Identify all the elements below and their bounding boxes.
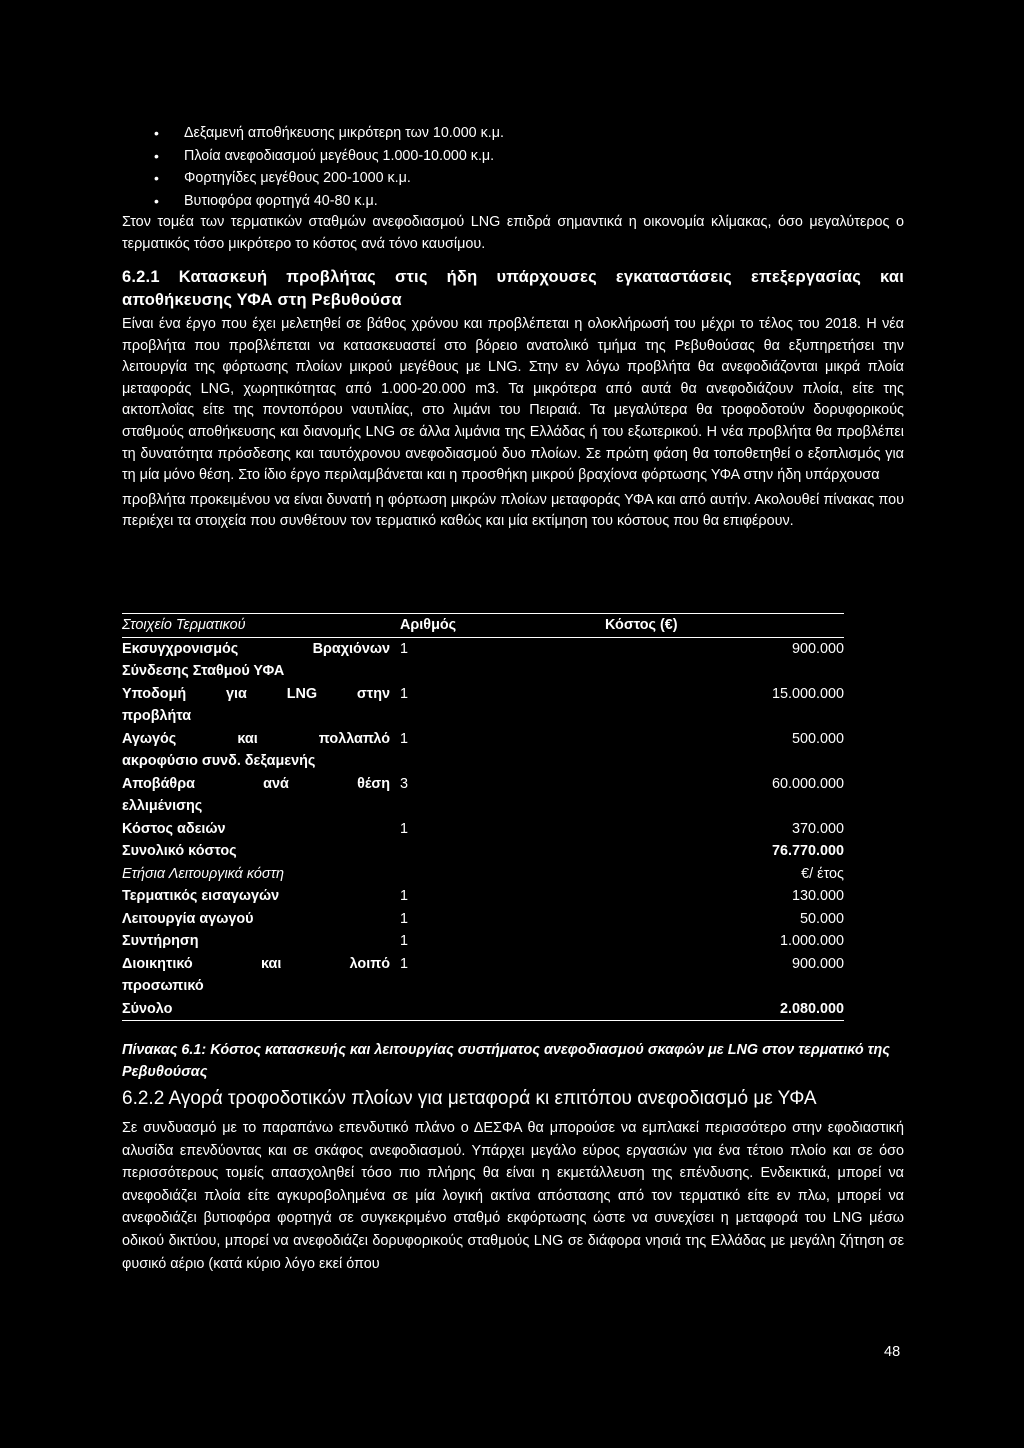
row-item: Συντήρηση — [122, 933, 199, 949]
row-item: Κόστος αδειών — [122, 820, 226, 837]
total-label: Συνολικό κόστος — [122, 843, 237, 859]
row-cost: 900.000 — [791, 640, 844, 657]
row-count: 1 — [400, 955, 409, 972]
table-header-row — [122, 614, 844, 637]
row-item-cont: ελλιμένισης — [122, 798, 203, 814]
sum-value: 2.080.000 — [535, 998, 844, 1021]
row-item-cont: ακροφύσιο συνδ. δεξαμενής — [122, 753, 316, 769]
row-item-cont: Σύνδεσης Σταθμού ΥΦΑ — [122, 663, 285, 679]
row-cost: 900.000 — [791, 955, 844, 972]
row-cost: 1.000.000 — [779, 933, 844, 949]
intro-paragraph: Στον τομέα των τερματικών σταθμών ανεφοδιασμού LNG επιδρά σημαντικά η οικονομία κλίμακας, όσο μεγαλύτερος ο τερματικός τόσο μικρότερο το κόστος ανά τόνο καυσίμου. — [122, 214, 904, 252]
row-count: 1 — [400, 910, 409, 927]
row-item-cont: προβλήτα — [122, 708, 192, 724]
section-6-2-1-paragraph: Είναι ένα έργο που έχει μελετηθεί σε βάθος χρόνου και προβλέπεται η ολοκλήρωσή του μέχρι το τέλος του 2018. Η νέα προβλήτα που προβλέπεται να κατασκευαστεί στο βόρειο ανατολικό τμήμα της Ρεβυθούσας θα εξυπηρετήσει την λειτουργία της φόρτωσης πλοίων μικρού μεγέθους με LNG. Στην εν λόγω προβλήτα θα ανεφοδιάζονται μικρά πλοία μεταφοράς LNG, χωρητικότητας από 1.000-20.000 m3. Τα μικρότερα από αυτά θα ανεφοδιάζουν πλοία, είτε της ακτοπλοΐας είτε της ποντοπόρου ναυτιλίας, στο λιμάνι του Πειραιά. Τα μεγαλύτερα θα τροφοδοτούν δορυφορικούς σταθμούς αποθήκευσης και διανομής LNG σε άλλα λιμάνια της Ελλάδας ή του εξωτερικού. Η νέα προβλήτα θα προβλέπει τη δυνατότητα πρόσδεσης και ταυτόχρονου ανεφοδιασμού δυο πλοίων. Σε πρώτη φάση θα τοποθετηθεί ο εξοπλισμός για τη μία μόνο θέση. Στο ίδιο έργο περιλαμβάνεται και η προσθήκη μικρού βραχίονα φόρτωσης ΥΦΑ στην ήδη υπάρχουσα — [122, 316, 904, 484]
row-item: Εκσυγχρονισμός Βραχιόνων — [122, 640, 390, 657]
header-item: Στοιχείο Τερματικού — [122, 614, 394, 637]
header-cost: Κόστος (€) — [535, 614, 844, 637]
annual-label: Ετήσια Λειτουργικά κόστη — [122, 865, 284, 882]
row-count: 1 — [400, 640, 409, 657]
list-item: • Δεξαμενή αποθήκευσης μικρότερη των 10.000 κ.μ. — [122, 122, 904, 145]
row-item: Διοικητικό και λοιπό — [122, 955, 390, 972]
table-row — [122, 660, 844, 683]
row-cost: 500.000 — [791, 730, 844, 747]
section-6-2-2-heading: 6.2.2 Αγορά τροφοδοτικών πλοίων για μεταφορά κι επιτόπου ανεφοδιασμό με ΥΦΑ — [122, 1088, 817, 1109]
table-row — [122, 953, 844, 976]
total-value: 76.770.000 — [771, 843, 844, 859]
row-cost: 60.000.000 — [771, 775, 844, 792]
bullet-list — [122, 122, 904, 212]
table-row — [122, 750, 844, 773]
row-item: Τερματικός εισαγωγών — [122, 888, 280, 904]
table-caption: Πίνακας 6.1: Κόστος κατασκευής και λειτουργίας συστήματος ανεφοδιασμού σκαφών με LNG στον τερματικό της Ρεβυθούσας — [122, 1042, 890, 1080]
cost-table — [122, 614, 844, 1021]
table-row — [122, 818, 844, 841]
sum-label: Σύνολο — [122, 998, 394, 1021]
row-item: Υποδομή για LNG στην — [122, 685, 390, 702]
row-item: Λειτουργία αγωγού — [122, 910, 254, 927]
row-count: 1 — [400, 820, 409, 837]
row-count: 1 — [400, 933, 409, 949]
list-item: • Πλοία ανεφοδιασμού μεγέθους 1.000-10.000 κ.μ. — [122, 145, 904, 168]
list-item: • Φορτηγίδες μεγέθους 200-1000 κ.μ. — [122, 167, 904, 190]
section-6-2-1-paragraph-2: προβλήτα προκειμένου να είναι δυνατή η φόρτωση μικρών πλοίων μεταφοράς ΥΦΑ και από αυτήν. Ακολουθεί πίνακας που περιέχει τα στοιχεία που συνθέτουν τον τερματικό καθώς και μία εκτίμηση του κόστους που θα επιφέρουν. — [122, 491, 904, 530]
row-cost: 50.000 — [799, 910, 844, 927]
row-count: 3 — [400, 775, 409, 792]
row-count: 1 — [400, 730, 409, 747]
row-item-cont: προσωπικό — [122, 978, 204, 994]
table-row — [122, 795, 844, 818]
page-number: 48 — [884, 1344, 901, 1360]
row-cost: 130.000 — [791, 888, 844, 904]
table-row — [122, 885, 844, 908]
list-item: • Βυτιοφόρα φορτηγά 40-80 κ.μ. — [122, 190, 904, 213]
table-sum-row — [122, 998, 844, 1021]
table-total-row — [122, 840, 844, 863]
table-row — [122, 683, 844, 706]
table-row — [122, 975, 844, 998]
table-row — [122, 863, 844, 886]
table-row — [122, 705, 844, 728]
row-count: 1 — [400, 685, 409, 702]
table-row — [122, 773, 844, 796]
section-6-2-2-paragraph: Σε συνδυασμό με το παραπάνω επενδυτικό πλάνο ο ΔΕΣΦΑ θα μπορούσε να εμπλακεί περισσότερο στην εφοδιαστική αλυσίδα επενδύοντας και σε σκάφος ανεφοδιασμού. Υπάρχει μεγάλο εύρος εργασιών για ένα τέτοιο πλοίο και σε όσο περισσότερους τομείς απασχοληθεί τόσο πιο πλήρης θα είναι η εκμετάλλευση της επένδυσης. Ενδεικτικά, μπορεί να ανεφοδιάζει πλοία είτε αγκυροβολημένα σε μία λογική ακτίνα απόστασης από τον τερματικό είτε εν πλω, μπορεί να ανεφοδιάζει βυτιοφόρα φορτηγά σε συγκεκριμένο σταθμό εκφόρτωσης ώστε να συνεχίσει η μεταφορά του LNG μέσω οδικού δικτύου, μπορεί να ανεφοδιάζει δορυφορικούς σταθμούς LNG σε διάφορα νησιά της Ελλάδας με μεγάλη ζήτηση σε φυσικό αέριο (κατά κύριο λόγο εκεί όπου — [122, 1120, 904, 1272]
row-cost: 370.000 — [791, 820, 844, 837]
table-row — [122, 637, 844, 660]
header-count: Αριθμός — [394, 614, 535, 637]
row-item: Αποβάθρα ανά θέση — [122, 775, 390, 792]
table-row — [122, 908, 844, 931]
row-cost: 15.000.000 — [771, 685, 844, 702]
annual-unit: €/ έτος — [801, 865, 844, 882]
row-item: Αγωγός και πολλαπλό — [122, 730, 390, 747]
table-row — [122, 930, 844, 953]
table-row — [122, 728, 844, 751]
section-6-2-1-heading: 6.2.1 Κατασκευή προβλήτας στις ήδη υπάρχουσες εγκαταστάσεις επεξεργασίας και αποθήκευσης ΥΦΑ στη Ρεβυθούσα — [122, 268, 904, 309]
row-count: 1 — [400, 888, 409, 904]
